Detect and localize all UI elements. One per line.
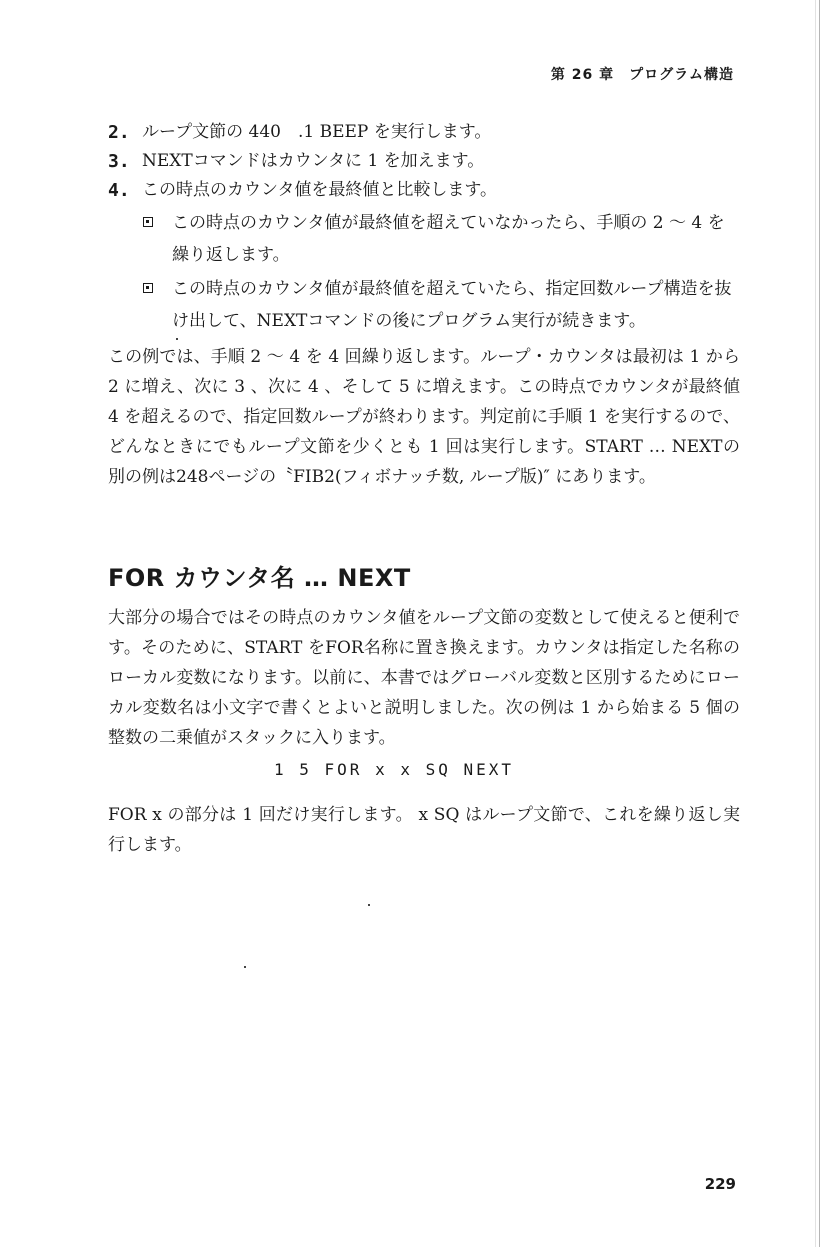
body-paragraph: 大部分の場合ではその時点のカウンタ値をループ文節の変数として使えると便利です。そのために、START をFOR名称に置き換えます。カウンタは指定した名称のローカル変数になります。以前に、本書ではグローバル変数と区別するためにローカル変数名は小文字で書くとよいと説明しました。次の例は 1 から始まる 5 個の整数の二乗値がスタックに入ります。 [108, 608, 740, 748]
bullet-text: この時点のカウンタ値が最終値を超えていたら、指定回数ループ構造を抜け出して、NEXTコマンドの後にプログラム実行が続きます。 [172, 279, 732, 331]
code-example: 1 5 FOR x x SQ NEXT [274, 760, 515, 779]
body-paragraph: この例では、手順 2 ～ 4 を 4 回繰り返します。ループ・カウンタは最初は 1 から 2 に増え、次に 3 、次に 4 、そして 5 に増えます。この時点でカウンタが最終値 4 を超えるので、指定回数ループが終わります。判定前に手順 1 を実行するので、どんなときにでもループ文節を少くとも 1 回は実行します。START … NEXTの別の例は248ページの〝FIB2(フィボナッチ数, ループ版)″ にあります。 [108, 347, 740, 487]
running-head: 第 26 章 プログラム構造 [550, 67, 734, 83]
step-text: ループ文節の 440 .1 BEEP を実行します。 [142, 122, 492, 142]
step-text: NEXTコマンドはカウンタに 1 を加えます。 [142, 151, 485, 171]
step-number: 3. [108, 151, 130, 172]
step-item [108, 147, 740, 176]
page-edge-line [815, 0, 816, 1247]
step-list [108, 118, 740, 337]
square-bullet-icon [143, 283, 153, 293]
step-item [108, 176, 740, 205]
step-number: 2. [108, 122, 130, 143]
section-heading: FOR カウンタ名 … NEXT [108, 564, 411, 592]
square-bullet-icon [143, 217, 153, 227]
sub-bullet-item [108, 207, 740, 271]
scan-speck [176, 338, 178, 340]
scan-speck [368, 904, 370, 906]
page-edge-line [819, 0, 820, 1247]
step-item [108, 118, 740, 147]
book-page [108, 0, 740, 1247]
body-paragraph: FOR x の部分は 1 回だけ実行します。 x SQ はループ文節で、これを繰り返し実行します。 [108, 805, 740, 855]
scan-speck [244, 966, 246, 968]
step-number: 4. [108, 180, 130, 201]
step-text: この時点のカウンタ値を最終値と比較します。 [142, 180, 497, 200]
page-number: 229 [704, 1175, 736, 1193]
bullet-text: この時点のカウンタ値が最終値を超えていなかったら、手順の 2 ～ 4 を繰り返します。 [172, 213, 725, 265]
sub-bullet-item [108, 273, 740, 337]
